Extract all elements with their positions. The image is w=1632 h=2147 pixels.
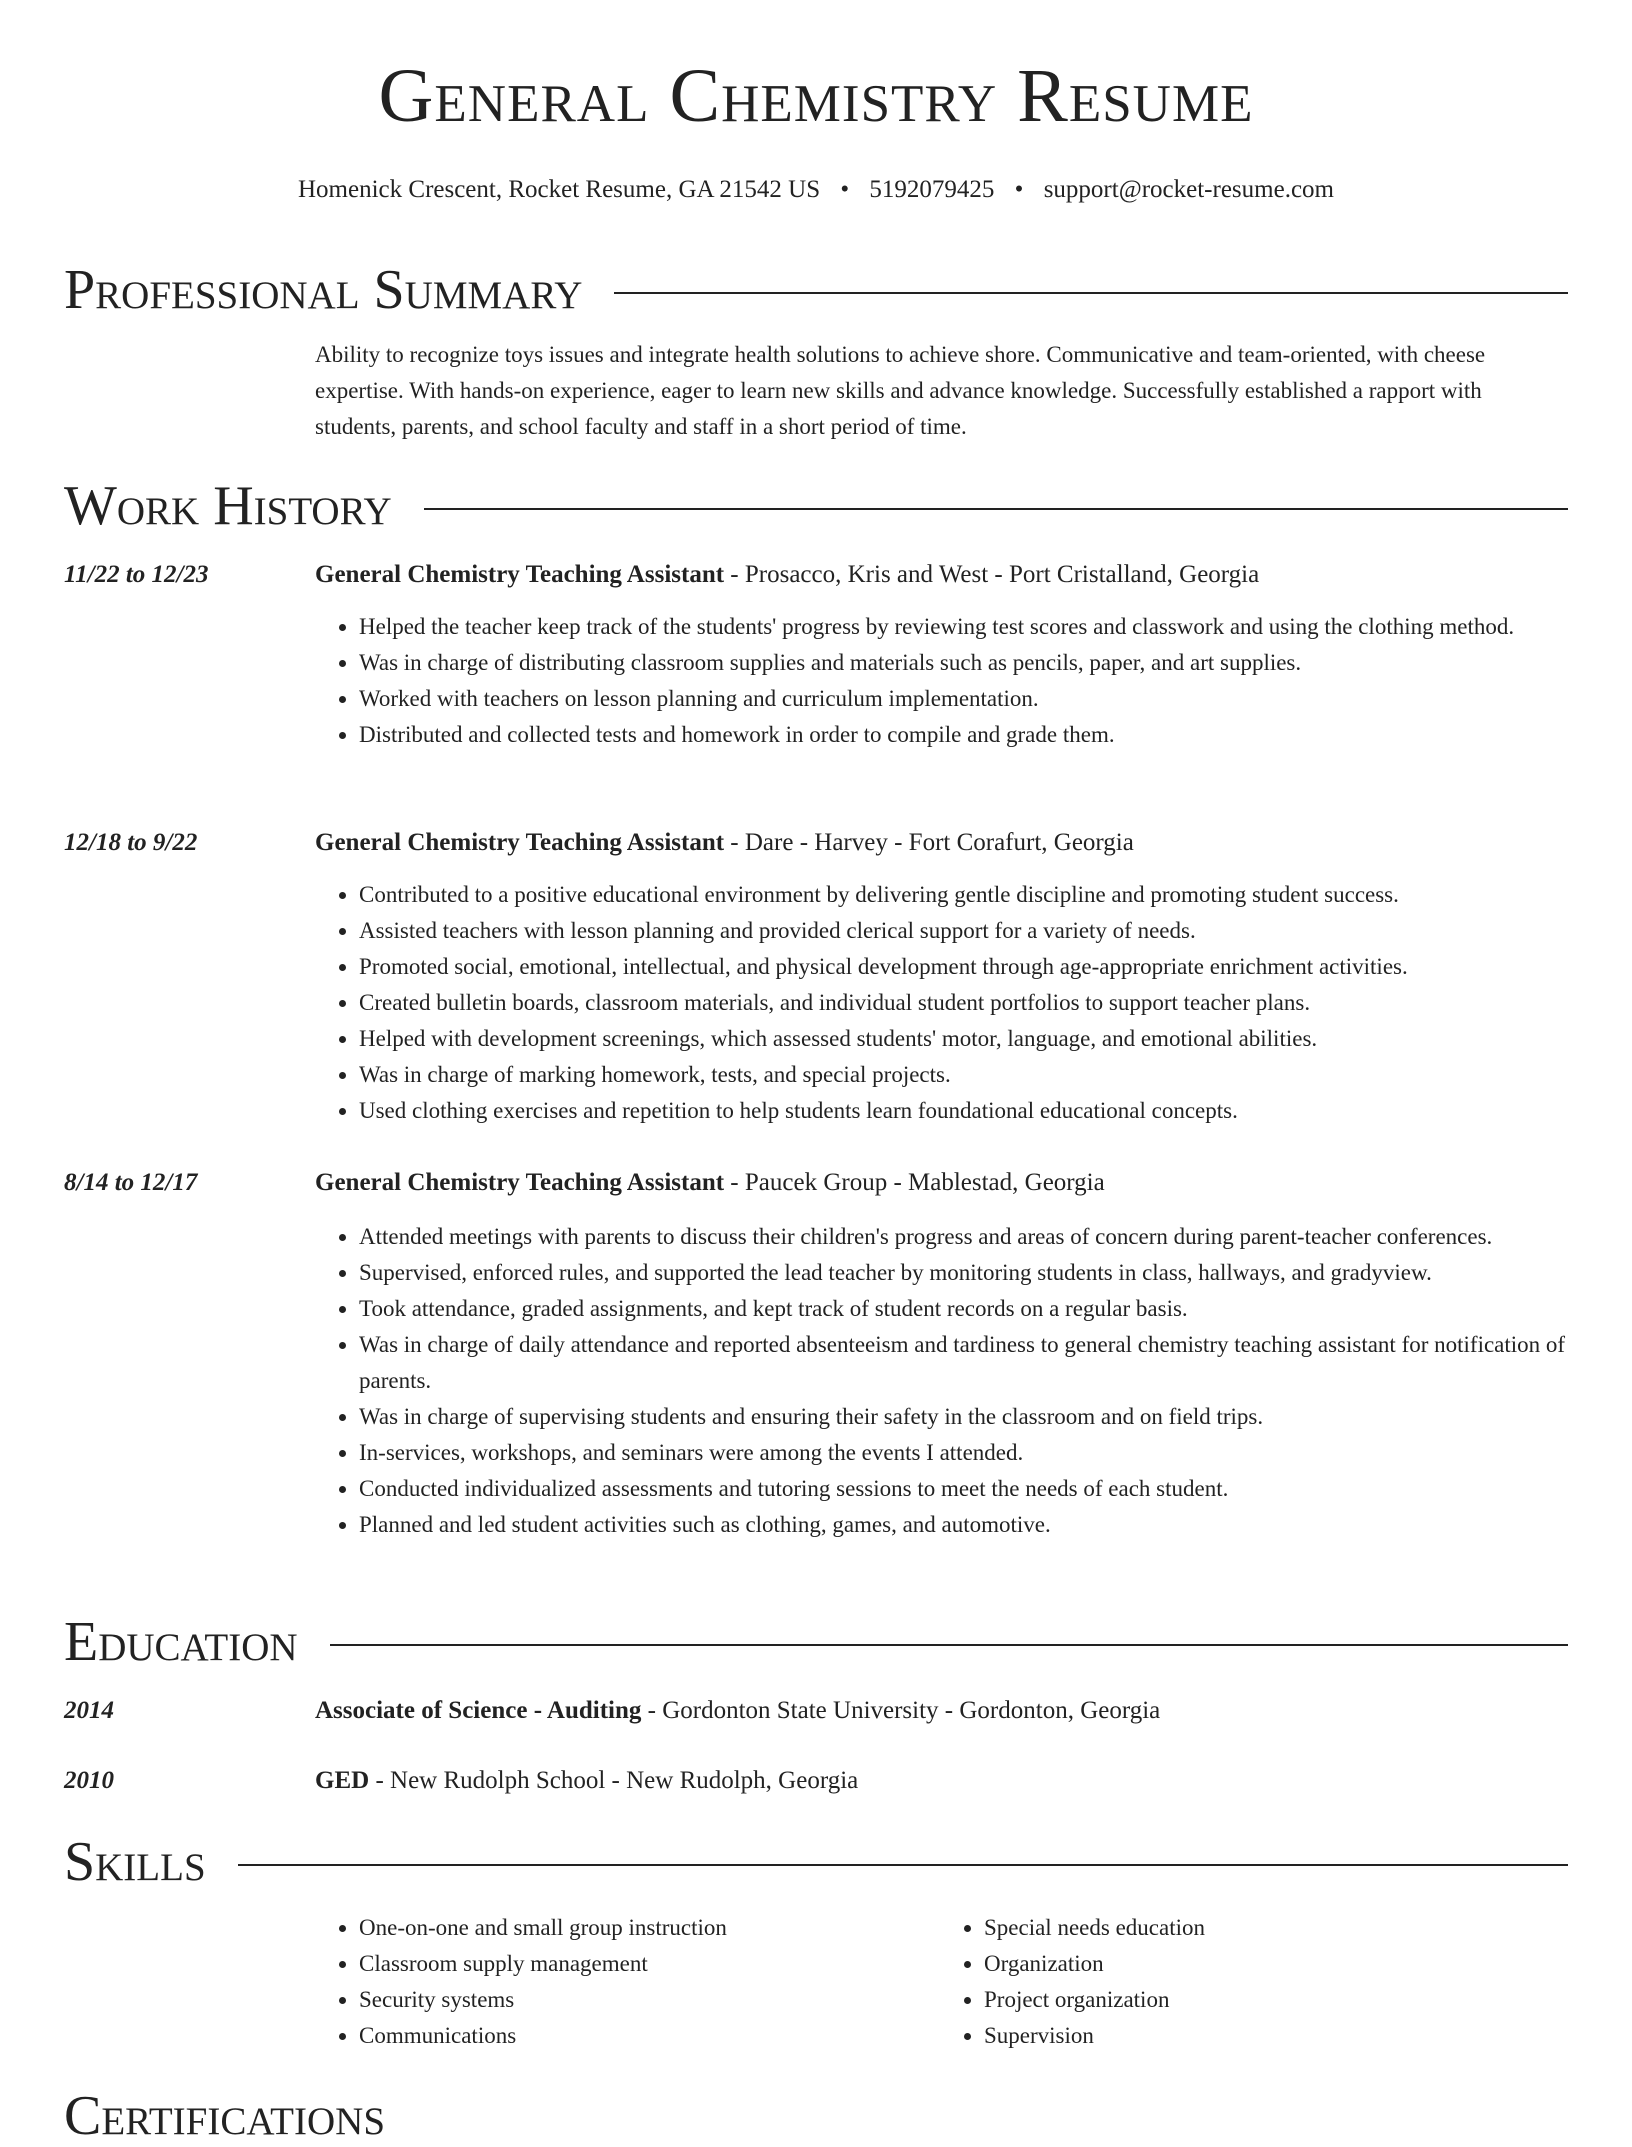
skill-item: • Classroom supply management (359, 1946, 940, 1982)
work-dates: 8/14 to 12/17 (64, 1169, 198, 1196)
work-headline (315, 557, 1565, 593)
bullet-item: • Was in charge of distributing classroom supplies and materials such as pencils, paper, and art supplies. (359, 645, 1609, 681)
bullet-item: • Attended meetings with parents to discuss their children's progress and areas of concern during parent-teacher conferences. (359, 1219, 1609, 1255)
bullet-item: • Assisted teachers with lesson planning and provided clerical support for a variety of needs. (359, 913, 1609, 949)
work-details: - Dare - Harvey - Fort Corafurt, Georgia (724, 829, 1134, 856)
bullet-item: • Used clothing exercises and repetition to help students learn foundational educational concepts. (359, 1093, 1609, 1129)
contact-address: Homenick Crescent, Rocket Resume, GA 21542 US (298, 176, 821, 203)
skill-item: • Supervision (984, 2018, 1565, 2054)
section-divider (330, 1644, 1568, 1646)
skill-item: • Special needs education (984, 1910, 1565, 1946)
work-role: General Chemistry Teaching Assistant (315, 561, 725, 588)
section-header-education (64, 1611, 1568, 1673)
section-header-certifications (64, 2085, 1568, 2147)
contact-line (0, 176, 1632, 204)
bullet-item: • Took attendance, graded assignments, and kept track of student records on a regular basis. (359, 1291, 1609, 1327)
work-headline (315, 825, 1565, 861)
bullet-item: • Distributed and collected tests and homework in order to compile and grade them. (359, 717, 1609, 753)
section-divider (238, 1864, 1568, 1866)
work-role: General Chemistry Teaching Assistant (315, 829, 725, 856)
education-headline (315, 1693, 1565, 1729)
work-details: - Paucek Group - Mablestad, Georgia (724, 1169, 1105, 1196)
bullet-item: • Was in charge of daily attendance and reported absenteeism and tardiness to general chemistry teaching assistant for notification of parents. (359, 1327, 1609, 1399)
bullet-item: • In-services, workshops, and seminars were among the events I attended. (359, 1435, 1609, 1471)
work-details: - Prosacco, Kris and West - Port Cristalland, Georgia (724, 561, 1260, 588)
section-header-summary (64, 259, 1568, 321)
contact-phone: 5192079425 (869, 176, 995, 203)
section-title: Certifications (64, 2085, 386, 2147)
section-header-skills (64, 1831, 1568, 1893)
contact-separator: • (840, 176, 850, 203)
bullet-item: • Helped the teacher keep track of the students' progress by reviewing test scores and classwork and using the clothing method. (359, 609, 1609, 645)
work-dates: 11/22 to 12/23 (64, 561, 209, 588)
education-year: 2010 (64, 1767, 114, 1794)
education-year: 2014 (64, 1697, 114, 1724)
section-title: Work History (64, 475, 392, 537)
bullet-item: • Created bulletin boards, classroom materials, and individual student portfolios to support teacher plans. (359, 985, 1609, 1021)
skill-item: • Project organization (984, 1982, 1565, 2018)
education-details: - Gordonton State University - Gordonton, Georgia (641, 1697, 1161, 1724)
section-title: Education (64, 1611, 298, 1673)
work-bullets (315, 609, 1609, 753)
skills-column-right (940, 1910, 1565, 2054)
skill-item: • One-on-one and small group instruction (359, 1910, 940, 1946)
skill-item: • Security systems (359, 1982, 940, 2018)
skill-item: • Organization (984, 1946, 1565, 1982)
section-divider (424, 508, 1568, 510)
skills-list (315, 1910, 1565, 2054)
bullet-item: • Worked with teachers on lesson planning and curriculum implementation. (359, 681, 1609, 717)
work-role: General Chemistry Teaching Assistant (315, 1169, 725, 1196)
bullet-item: • Was in charge of supervising students and ensuring their safety in the classroom and on field trips. (359, 1399, 1609, 1435)
resume-title: General Chemistry Resume (378, 54, 1254, 138)
section-title: Skills (64, 1831, 206, 1893)
bullet-item: • Promoted social, emotional, intellectual, and physical development through age-appropriate enrichment activities. (359, 949, 1609, 985)
work-dates: 12/18 to 9/22 (64, 829, 198, 856)
skills-column-left (315, 1910, 940, 2054)
summary-text: Ability to recognize toys issues and integrate health solutions to achieve shore. Communicative and team-oriented, with cheese expertise. With hands-on experience, eager to learn new skills and advance knowledge. Successfully established a rapport with students, parents, and school faculty and staff in a short period of time. (315, 342, 1486, 439)
education-degree: Associate of Science - Auditing (315, 1697, 642, 1724)
work-bullets (315, 877, 1609, 1129)
section-header-work (64, 475, 1568, 537)
contact-email: support@rocket-resume.com (1043, 176, 1334, 203)
skill-item: • Communications (359, 2018, 940, 2054)
section-divider (614, 292, 1568, 294)
work-headline (315, 1165, 1565, 1201)
bullet-item: • Was in charge of marking homework, tests, and special projects. (359, 1057, 1609, 1093)
section-title: Professional Summary (64, 259, 583, 321)
work-bullets (315, 1219, 1609, 1543)
bullet-item: • Planned and led student activities such as clothing, games, and automotive. (359, 1507, 1609, 1543)
bullet-item: • Conducted individualized assessments and tutoring sessions to meet the needs of each student. (359, 1471, 1609, 1507)
bullet-item: • Supervised, enforced rules, and supported the lead teacher by monitoring students in class, hallways, and gradyview. (359, 1255, 1609, 1291)
education-details: - New Rudolph School - New Rudolph, Georgia (369, 1767, 859, 1794)
education-headline (315, 1763, 1565, 1799)
bullet-item: • Contributed to a positive educational environment by delivering gentle discipline and promoting student success. (359, 877, 1609, 913)
bullet-item: • Helped with development screenings, which assessed students' motor, language, and emotional abilities. (359, 1021, 1609, 1057)
contact-separator: • (1014, 176, 1024, 203)
education-degree: GED (315, 1767, 370, 1794)
